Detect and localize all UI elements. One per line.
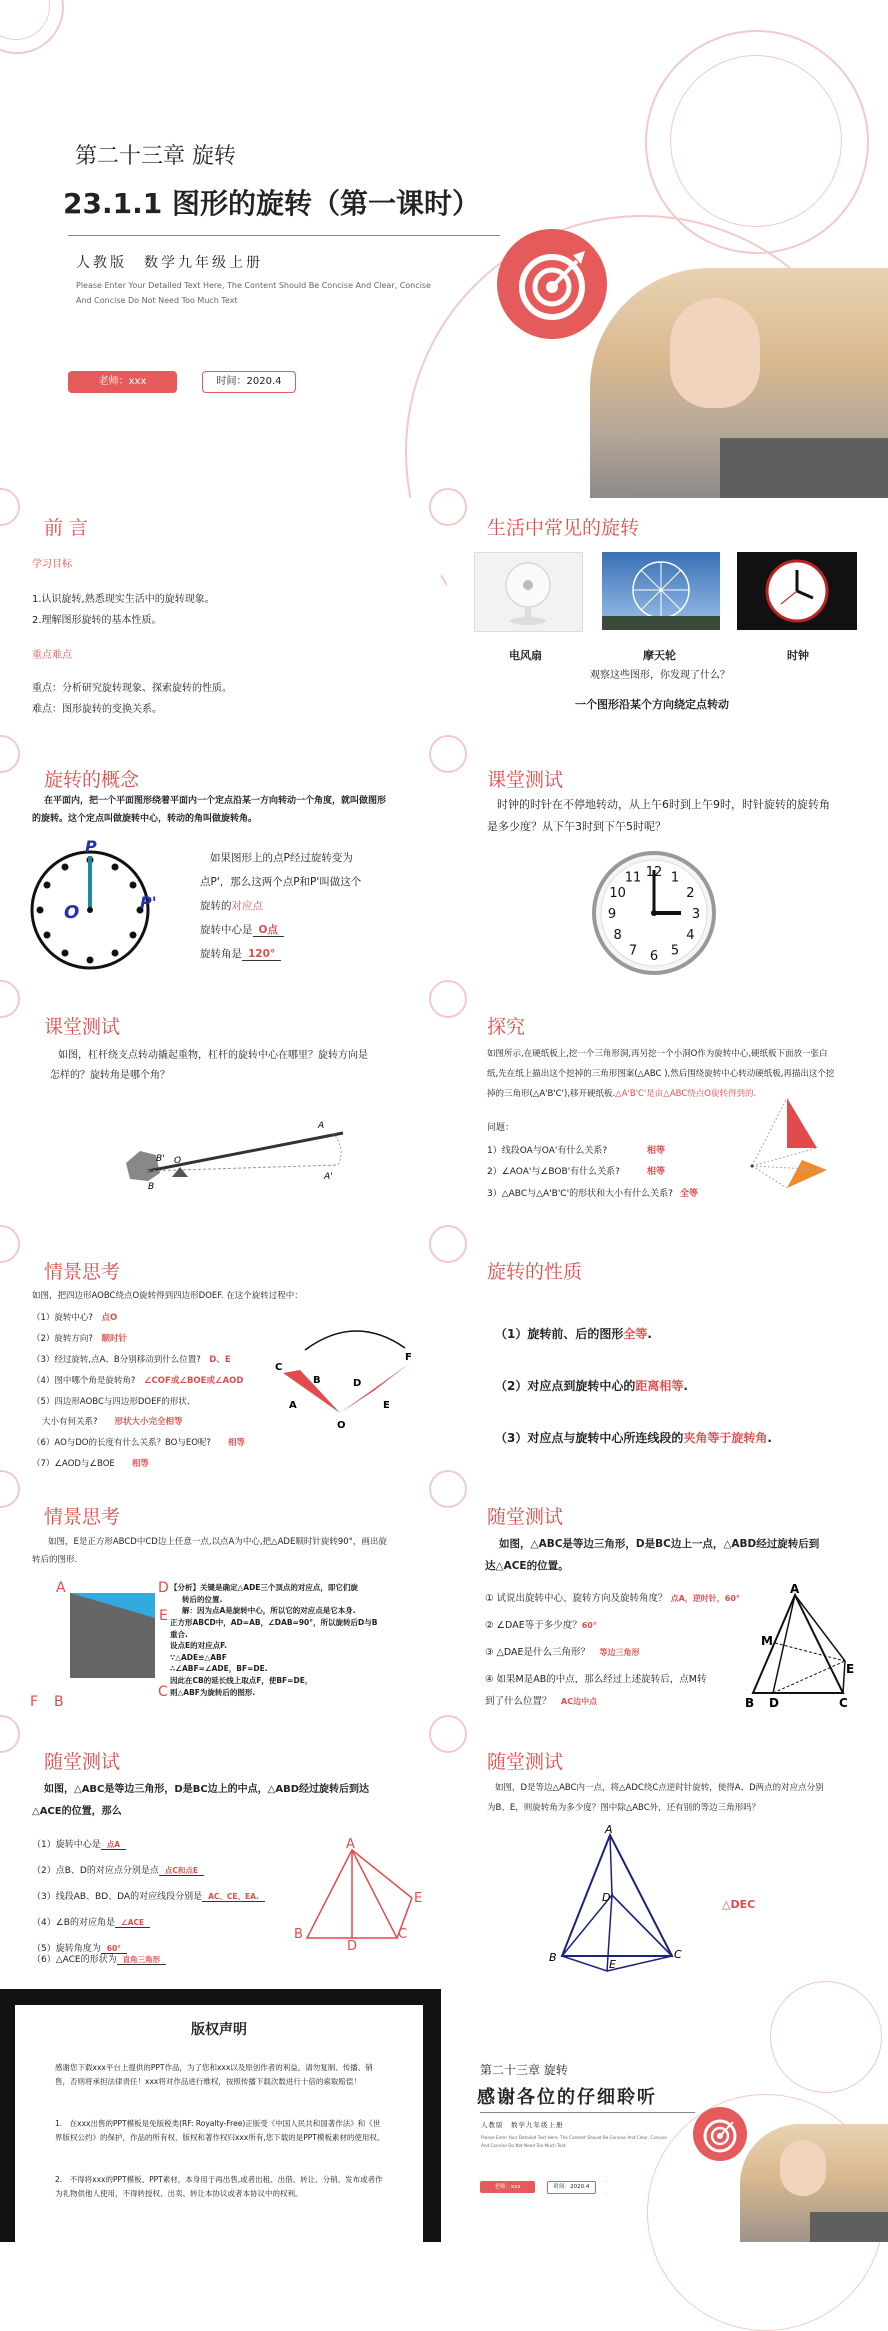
- answer: 全等: [680, 1189, 699, 1199]
- goal-item: 1.认识旋转,熟悉现实生活中的旋转现象。: [32, 594, 215, 605]
- triangle-diagram: [735, 1583, 855, 1708]
- q-row: （3）线段AB、BD、DA的对应线段分别是 AC、CE、EA.: [32, 1889, 265, 1906]
- answer: 相等: [647, 1146, 666, 1156]
- section-head: 学习目标: [32, 559, 72, 570]
- slide-title: 生活中常见的旋转: [487, 517, 640, 539]
- deco-circle: [429, 1470, 467, 1508]
- clock-diagram: [22, 837, 162, 980]
- slide-title: 随堂测试: [487, 1751, 564, 1773]
- solution-line: 正方形ABCD中，AD=AB，∠DAB=90°，所以旋转后D与B: [170, 1617, 378, 1627]
- label-A: A: [318, 1121, 325, 1131]
- teacher-badge: 老师：xxx: [480, 2181, 535, 2193]
- deco-circle: [429, 735, 467, 773]
- clock-numeral: 9: [607, 907, 617, 922]
- slide-test-lever: [0, 988, 441, 1233]
- problem: 如图，E是正方形ABCD中CD边上任意一点,以点A为中心,把△ADE顺时针旋转90°，画出旋: [48, 1537, 387, 1547]
- solution-line: ∴∠ABF=∠ADE，BF=DE.: [170, 1664, 268, 1674]
- section-head: 重点难点: [32, 650, 72, 661]
- clock-icon: [737, 552, 857, 630]
- concept-para: 如果图形上的点P经过旋转变为: [210, 852, 353, 864]
- ferris-wheel-photo: [602, 552, 720, 630]
- time-badge: 时间：2020.4: [202, 371, 296, 393]
- solution-line: 【分析】关键是确定△ADE三个顶点的对应点，即它们旋: [170, 1583, 358, 1592]
- problem: △ACE的位置，那么: [32, 1806, 122, 1817]
- title-divider: [480, 2112, 695, 2113]
- label-A: A: [289, 1400, 297, 1411]
- q-row: ② ∠DAE等于多少度？60°: [485, 1620, 597, 1631]
- label-B: B: [745, 1696, 755, 1710]
- q-row: （1）旋转中心是 点A: [32, 1837, 126, 1854]
- problem: 为B、E，则旋转角为多少度？图中除△ABC外，还有别的等边三角形吗？: [487, 1803, 761, 1813]
- slide-title: 情景思考: [44, 1506, 121, 1528]
- slide-copyright: [0, 1989, 441, 2242]
- question: 如图，杠杆绕支点转动撬起重物，杠杆的旋转中心在哪里？旋转方向是: [58, 1050, 368, 1061]
- label-B: B: [549, 1951, 557, 1964]
- fan-icon: [475, 553, 582, 631]
- clock-numeral: 6: [649, 949, 659, 964]
- clock-numeral: 4: [686, 928, 695, 943]
- question: 是多少度？从下午3时到下午5时呢？: [487, 820, 666, 833]
- problem: 转后的图形.: [32, 1555, 78, 1565]
- desc-line: Please Enter Your Detailed Text Here, The Content Should Be Concise And Clear, Concise: [481, 2135, 667, 2140]
- label-C: C: [674, 1948, 682, 1961]
- property-item: （2）对应点到旋转中心的距离相等.: [495, 1379, 688, 1393]
- label-E: E: [414, 1891, 423, 1906]
- label-D: D: [769, 1696, 779, 1710]
- concept-para: 点P'，那么这两个点P和P'叫做这个: [200, 876, 362, 888]
- lever-diagram: [118, 1113, 358, 1203]
- slide-scenario-2: [0, 1478, 441, 1723]
- subtitle: 人教版 数学九年级上册: [76, 255, 263, 271]
- label-E: E: [383, 1400, 390, 1411]
- property-item: （3）对应点与旋转中心所连线段的夹角等于旋转角.: [495, 1431, 772, 1445]
- ferris-wheel-icon: [602, 552, 720, 630]
- question-head: 问题：: [487, 1123, 515, 1133]
- label-B: B: [148, 1182, 155, 1192]
- q-row: （4）图中哪个角是旋转角? ∠COF或∠BOE或∠AOD: [32, 1376, 244, 1386]
- angle-line: 旋转角是 120°: [200, 945, 281, 965]
- triangle-diagram: [292, 1837, 432, 1954]
- solution-line: ∵△ADE≌△ABF: [170, 1652, 227, 1662]
- title-divider: [68, 235, 500, 236]
- q-row: （6）△ACE的形状为 直角三角形: [32, 1952, 166, 1969]
- slide-title: 前 言: [44, 517, 89, 539]
- fan-photo: [474, 552, 583, 632]
- label-C: C: [839, 1696, 848, 1710]
- desc-line: And Concise Do Not Need Too Much Text: [481, 2143, 566, 2148]
- copyright-title: 版权声明: [191, 2022, 247, 2038]
- slide-title: 课堂测试: [44, 1016, 121, 1038]
- solution-line: 解：因为点A是旋转中心，所以它的对应点是它本身.: [182, 1606, 356, 1616]
- q-row: （5）旋转角度为 60°: [32, 1941, 127, 1958]
- solution-line: 重合.: [170, 1629, 188, 1639]
- caption: 摩天轮: [643, 649, 676, 662]
- label-O: O: [64, 902, 80, 923]
- key-item: 难点：图形旋转的变换关系。: [32, 704, 162, 715]
- label-P-prime: P': [140, 893, 157, 912]
- slide-quiz-2: [0, 1723, 441, 1968]
- explore-para: 如图所示,在硬纸板上,挖一个三角形洞,再另挖一个小洞O作为旋转中心,硬纸板下面放一张白: [487, 1049, 828, 1059]
- intro: 如图，把四边形AOBC绕点O旋转得到四边形DOEF. 在这个旋转过程中：: [32, 1291, 303, 1301]
- slide-title: 旋转的性质: [487, 1261, 583, 1283]
- label-B: B: [294, 1927, 303, 1942]
- q-row: （3）经过旋转,点A、B分别移动到什么位置? D、E: [32, 1355, 231, 1365]
- solution-line: 转后的位置.: [182, 1594, 223, 1604]
- slide-quiz-1: [447, 1478, 888, 1723]
- slide-title: 课堂测试: [487, 769, 564, 791]
- label-A-prime: A': [324, 1172, 333, 1182]
- label-A: A: [346, 1837, 355, 1852]
- q-row: （7）∠AOD与∠BOE 相等: [32, 1459, 149, 1469]
- answer: 相等: [647, 1167, 666, 1177]
- center-line: 旋转中心是 O点: [200, 921, 284, 941]
- label-F: F: [30, 1694, 39, 1710]
- deco-circle: [670, 55, 842, 227]
- label-A: A: [56, 1580, 66, 1596]
- caption: 电风扇: [509, 649, 542, 662]
- caption: 时钟: [787, 649, 809, 662]
- question: 2）∠AOA'与∠BOB'有什么关系?: [487, 1167, 620, 1177]
- label-E: E: [609, 1958, 616, 1971]
- deco-circle: [770, 1981, 882, 2093]
- target-badge: [497, 229, 607, 339]
- clock-numeral: 12: [645, 865, 663, 880]
- question: 1）线段OA与OA'有什么关系?: [487, 1146, 608, 1156]
- copyright-card: [15, 2005, 423, 2242]
- copyright-para: 1. 在xxx出售的PPT模板是免版税类(RF: Royalty-Free)正版受《中国人民共和国著作法》和《世界版权公约》的保护，作品的所有权、版权和著作权归xxx所有,您下载的是PPT模板素材的使用权。: [55, 2119, 385, 2143]
- label-B: B: [313, 1375, 321, 1386]
- subtitle: 人教版 数学九年级上册: [481, 2121, 564, 2129]
- cover-slide: [0, 0, 888, 498]
- slide-title: 旋转的概念: [44, 769, 140, 791]
- answer: △DEC: [722, 1898, 756, 1911]
- slide-explore: [447, 988, 888, 1233]
- key-item: 重点：分析研究旋转现象、探索旋转的性质。: [32, 683, 232, 694]
- q-row: ④ 如果M是AB的中点，那么经过上述旋转后，点M转: [485, 1674, 707, 1685]
- answer: 一个图形沿某个方向绕定点转动: [575, 698, 729, 711]
- problem: 如图，△ABC是等边三角形，D是BC边上的中点，△ABD经过旋转后到达: [44, 1784, 370, 1795]
- clock-numeral: 8: [613, 928, 622, 943]
- label-P: P: [85, 837, 97, 856]
- slide-scenario-1: [0, 1233, 441, 1478]
- label-A: A: [790, 1582, 800, 1596]
- triangle-diagram: [547, 1823, 697, 1971]
- portrait-photo: [740, 2124, 888, 2242]
- label-E: E: [159, 1608, 168, 1624]
- label-F: F: [405, 1352, 412, 1363]
- slide-title: 随堂测试: [44, 1751, 121, 1773]
- clock-numeral: 1: [670, 870, 680, 886]
- explore-para: 掉的三角形(△A'B'C'),移开硬纸板.△A'B'C'是由△ABC绕点O旋转得到的.: [487, 1089, 757, 1099]
- square-diagram: [28, 1578, 169, 1713]
- label-B: B: [54, 1694, 64, 1710]
- q-row: ① 试说出旋转中心、旋转方向及旋转角度？ 点A，逆时针，60°: [485, 1593, 740, 1604]
- desc-line: Please Enter Your Detailed Text Here, The Content Should Be Concise And Clear, Concise: [76, 281, 431, 290]
- explore-para: 纸,先在纸上描出这个挖掉的三角形图案(△ABC ),然后围绕旋转中心转动硬纸板,再描出这个挖: [487, 1069, 835, 1079]
- portrait-photo: [590, 268, 888, 498]
- deco-circle: [429, 1225, 467, 1263]
- solution-line: 则△ABF为旋转后的图形.: [170, 1687, 256, 1697]
- q-row: （2）旋转方向? 顺时针: [32, 1334, 127, 1344]
- q-row: （2）点B、D的对应点分别是点 点C和点E: [32, 1863, 204, 1880]
- question: 怎样的？旋转角是哪个角？: [50, 1070, 170, 1081]
- slide-preface: [0, 498, 441, 743]
- target-badge: [693, 2107, 747, 2161]
- slide-title: 探究: [487, 1016, 526, 1038]
- label-C: C: [398, 1927, 408, 1942]
- question: 3）△ABC与△A'B'C'的形状和大小有什么关系?: [487, 1189, 673, 1199]
- copyright-para: 2. 不得将xxx的PPT模板、PPT素材，本身用于再出售,或者出租、出借、转让、分销、发布或者作为礼物供他人使用，不得转授权、出卖、转让本协议或者本协议中的权利。: [55, 2175, 383, 2199]
- clock-numeral: 7: [628, 943, 638, 959]
- q-row: 到了什么位置？ AC边中点: [485, 1696, 598, 1707]
- teacher-badge: 老师：xxx: [68, 371, 177, 393]
- concept-para: 旋转的对应点: [200, 900, 263, 912]
- slide-ending: [447, 1989, 888, 2242]
- chapter-title: 第二十三章 旋转: [480, 2063, 568, 2077]
- slide-title: 随堂测试: [487, 1506, 564, 1528]
- clock-numeral: 2: [686, 886, 695, 901]
- clock-numeral: 11: [624, 870, 642, 886]
- label-A: A: [605, 1823, 613, 1836]
- solution-line: 设点E的对应点F.: [170, 1641, 227, 1651]
- slide-title: 情景思考: [44, 1261, 121, 1283]
- label-D: D: [158, 1580, 169, 1596]
- label-B-prime: B': [156, 1154, 165, 1164]
- clock-numeral: 3: [691, 907, 701, 922]
- slide-quiz-3: [447, 1723, 888, 1971]
- copyright-para: 感谢您下载xxx平台上提供的PPT作品，为了您和xxx以及原创作者的利益，请勿复制、传播、销售，否则将承担法律责任！xxx将对作品进行维权，按照传播下载次数进行十倍的索取赔偿！: [55, 2063, 373, 2087]
- question: 观察这些图形，你发现了什么？: [590, 670, 730, 681]
- slide-test-clock: [447, 743, 888, 988]
- label-C: C: [275, 1362, 283, 1373]
- definition: 的旋转。这个定点叫做旋转中心，转动的角叫做旋转角。: [32, 814, 258, 824]
- solution: [170, 1582, 377, 1698]
- page-title: 23.1.1 图形的旋转（第一课时）: [63, 187, 480, 220]
- time-badge: 时间：2020.4: [547, 2181, 596, 2194]
- label-E: E: [846, 1662, 855, 1676]
- clock-numeral: 5: [670, 943, 680, 959]
- q-row: （4）∠B的对应角是 ∠ACE: [32, 1915, 150, 1932]
- slide-concept: [0, 743, 441, 988]
- label-C: C: [158, 1684, 168, 1700]
- clock-numeral: 10: [609, 886, 626, 901]
- slide-life-rotation: [447, 498, 888, 743]
- target-icon: [693, 2107, 747, 2161]
- goal-item: 2.理解图形旋转的基本性质。: [32, 615, 162, 626]
- thanks-title: 感谢各位的仔细聆听: [477, 2087, 657, 2108]
- deco-circle: [429, 488, 467, 526]
- label-O: O: [337, 1420, 346, 1431]
- property-item: （1）旋转前、后的图形全等.: [495, 1327, 652, 1341]
- label-M: M: [761, 1634, 773, 1648]
- clock-photo: [737, 552, 857, 630]
- definition: 在平面内，把一个平面图形绕着平面内一个定点沿某一方向转动一个角度，就叫做图形: [44, 796, 387, 806]
- q-row: ③ △DAE是什么三角形？ 等边三角形: [485, 1647, 640, 1658]
- slide-properties: [447, 1233, 888, 1478]
- target-icon: [497, 229, 607, 339]
- q-row: （1）旋转中心? 点O: [32, 1313, 118, 1323]
- label-O: O: [174, 1156, 182, 1166]
- deco-circle: [429, 980, 467, 1018]
- problem: 达△ACE的位置。: [485, 1560, 569, 1572]
- desc-line: And Concise Do Not Need Too Much Text: [76, 296, 238, 305]
- chapter-title: 第二十三章 旋转: [75, 144, 236, 169]
- q-row: 大小有何关系? 形状大小完全相等: [42, 1417, 183, 1427]
- triangle-diagram: [747, 1088, 837, 1213]
- q-row: （5）四边形AOBC与四边形DOEF的形状、: [32, 1397, 196, 1407]
- label-D: D: [347, 1939, 358, 1954]
- wall-clock: [589, 848, 719, 978]
- question: 时钟的时针在不停地转动，从上午6时到上午9时，时针旋转的旋转角: [497, 798, 830, 811]
- kite-diagram: [275, 1318, 425, 1438]
- deco-circle: [429, 1715, 467, 1753]
- label-D: D: [353, 1378, 362, 1389]
- label-D: D: [602, 1891, 611, 1904]
- problem: 如图，D是等边△ABC内一点，将△ADC绕C点逆时针旋转，使得A、D两点的对应点分别: [495, 1783, 824, 1793]
- q-row: （6）AO与DO的长度有什么关系？BO与EO呢? 相等: [32, 1438, 245, 1448]
- solution-line: 因此在CB的延长线上取点F，使BF=DE，: [170, 1676, 313, 1685]
- problem: 如图，△ABC是等边三角形，D是BC边上一点，△ABD经过旋转后到: [499, 1538, 820, 1550]
